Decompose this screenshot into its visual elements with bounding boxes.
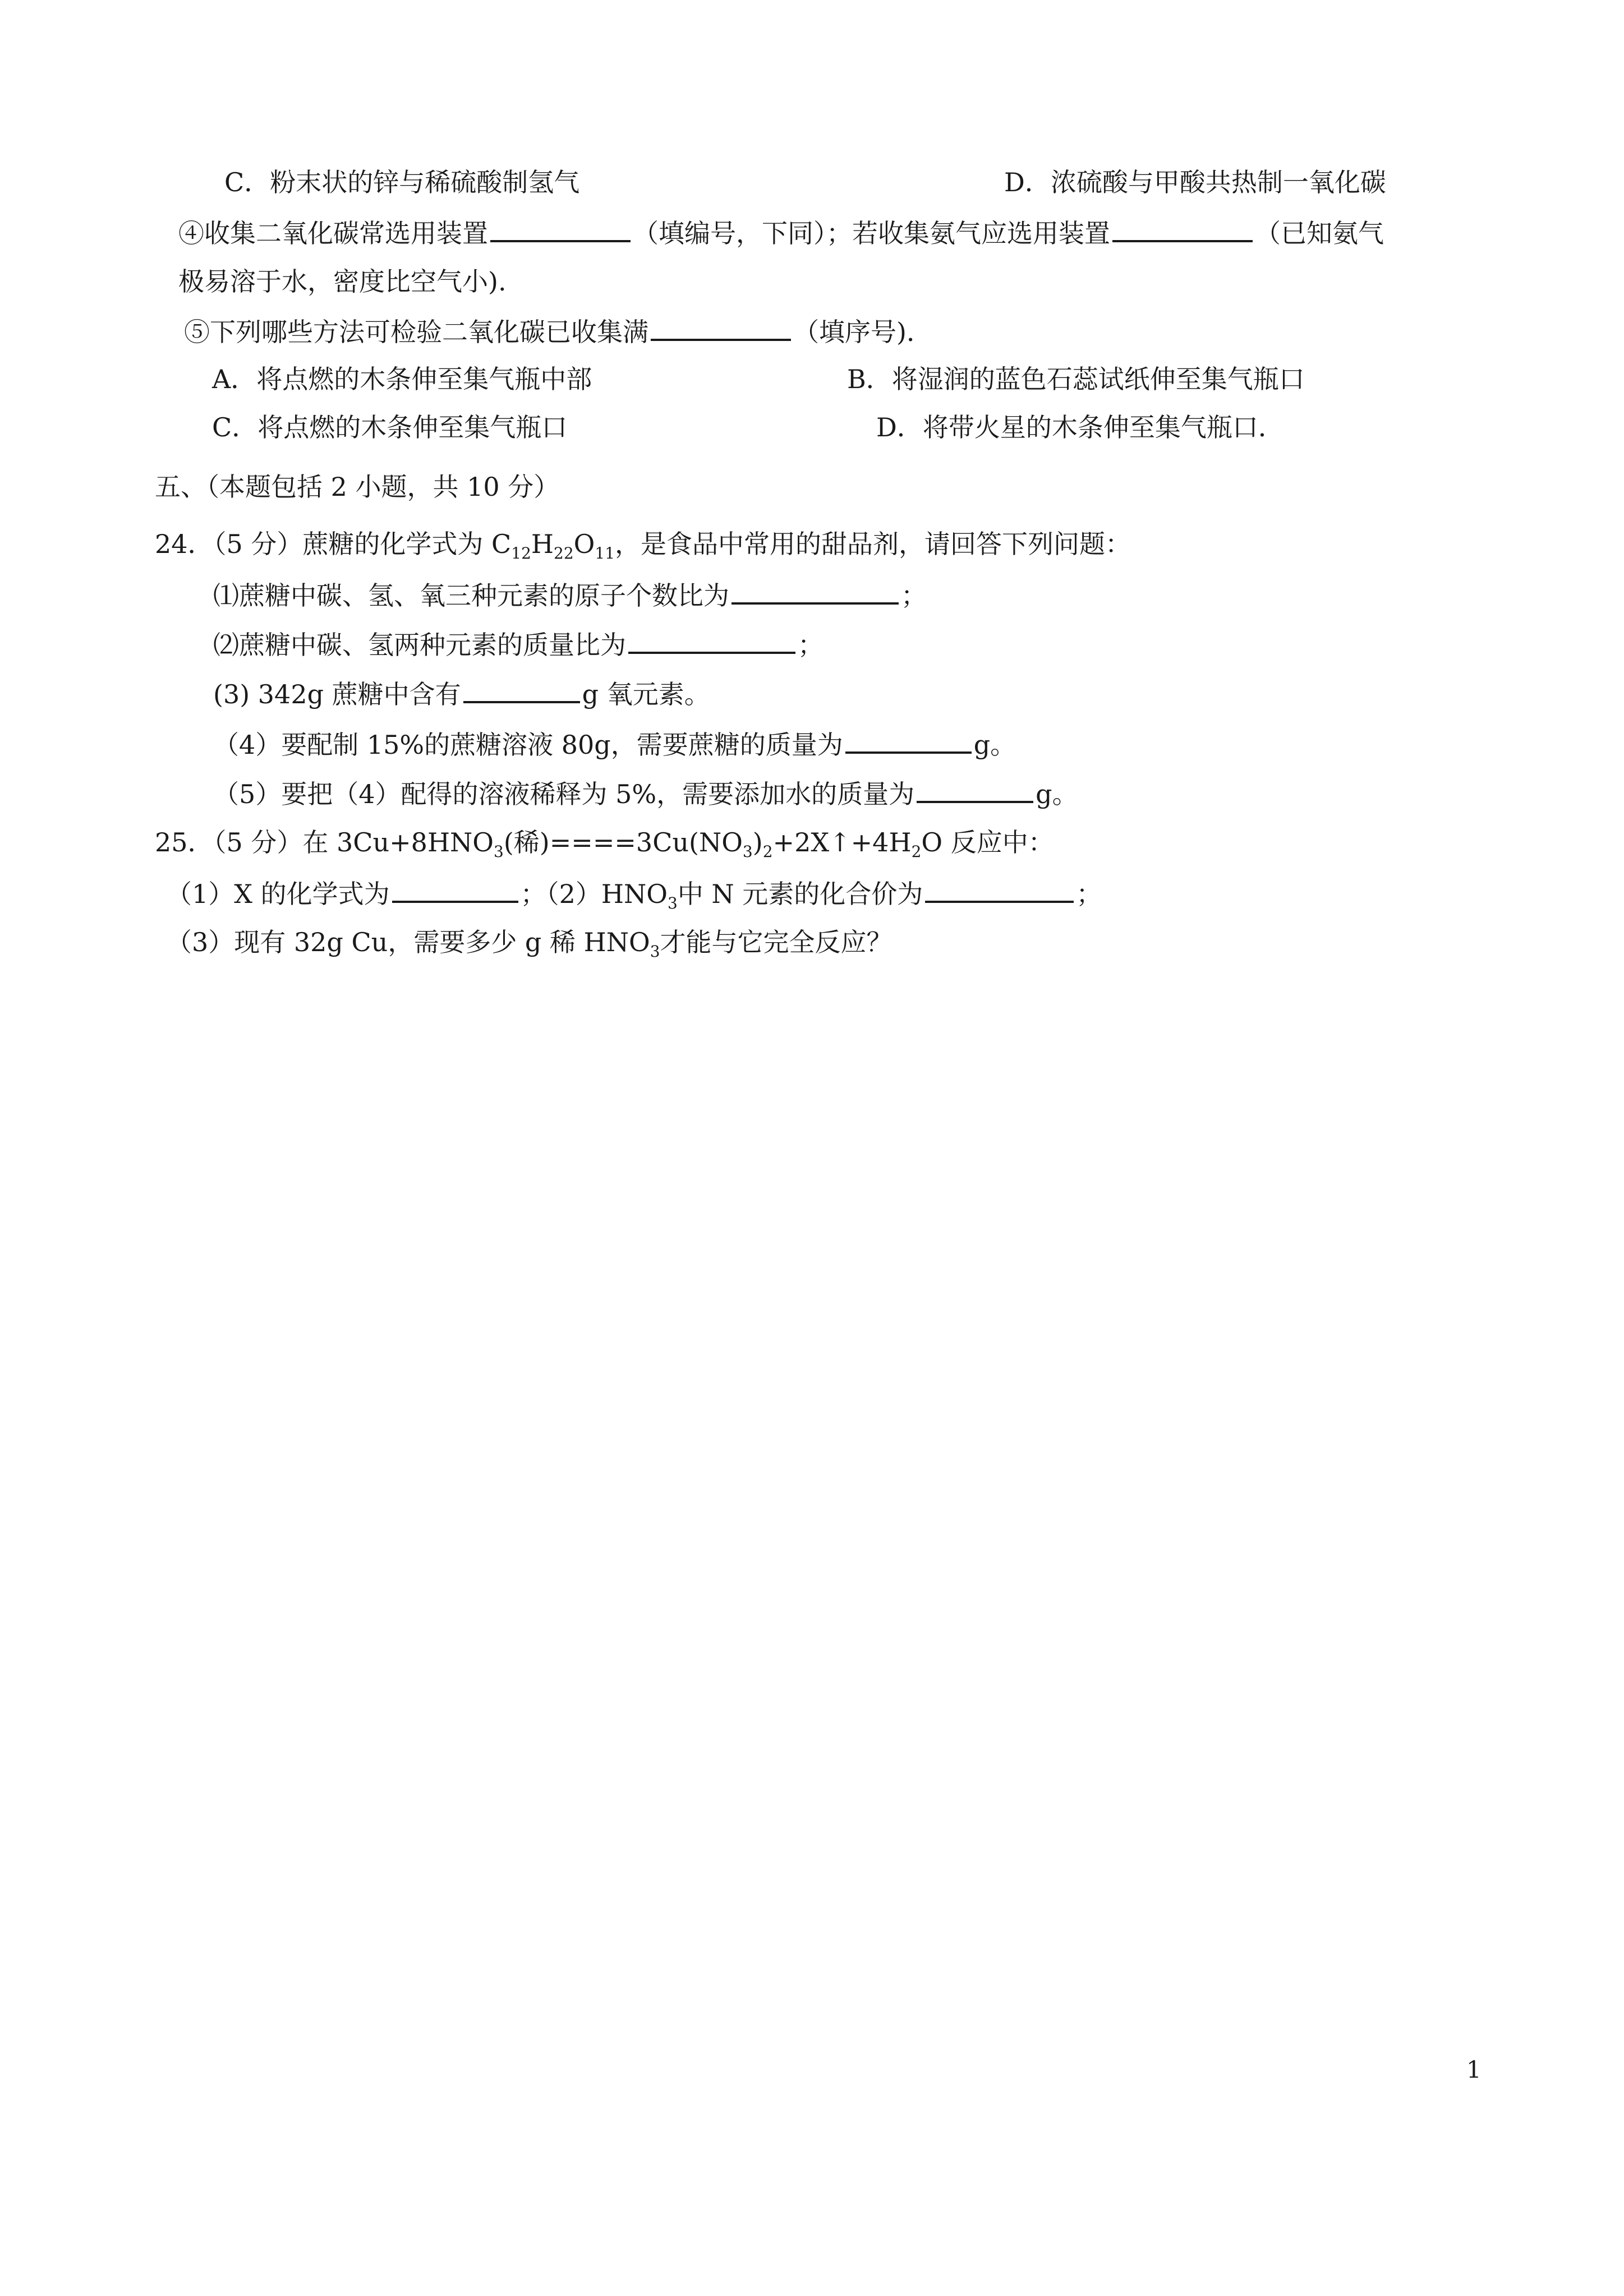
q23-part5-option-d: D．将带火星的木条伸至集气瓶口． <box>876 412 1284 442</box>
q24-part2 <box>213 627 823 662</box>
q24-part5-suffix: g。 <box>1036 779 1078 809</box>
q25-part3 <box>166 925 892 959</box>
q23-part5-blank <box>651 314 791 341</box>
q23-part4-blank-2 <box>1112 215 1253 242</box>
q23-part5-option-c: C．将点燃的木条伸至集气瓶口 <box>212 412 568 442</box>
q24-part4-suffix: g。 <box>973 730 1016 760</box>
q25-intro-b: (稀)====3Cu(NO <box>503 827 743 857</box>
q25-part1-2 <box>166 876 1102 911</box>
q23-part5-suffix: （填序号)． <box>793 317 932 347</box>
q23-part5-prefix: ⑤下列哪些方法可检验二氧化碳已收集满 <box>184 317 648 347</box>
q25-intro <box>155 826 1054 859</box>
q24-intro-prefix: 24．（5 分）蔗糖的化学式为 C <box>155 529 512 559</box>
q23-part5-line <box>184 314 932 349</box>
q23-part4-line1 <box>178 215 1384 250</box>
q25-intro-a: 25．（5 分）在 3Cu+8HNO <box>155 827 494 857</box>
q24-formula-sub-2: 22 <box>554 544 574 563</box>
q24-part2-suffix: ； <box>798 630 823 660</box>
q24-part3 <box>213 676 710 711</box>
q25-intro-d: +2X↑+4H <box>772 827 912 857</box>
q24-formula-o: O <box>573 529 595 559</box>
q25-part2-sub: 3 <box>667 894 678 912</box>
q24-part3-prefix: (3) 342g 蔗糖中含有 <box>213 679 461 709</box>
q25-part2-blank <box>925 876 1074 903</box>
q23-option-d: D．浓硫酸与甲酸共热制一氧化碳 <box>1004 167 1386 197</box>
page-number: 1 <box>1466 2056 1482 2083</box>
q25-part2-suffix: ； <box>1076 879 1102 909</box>
q24-part1 <box>213 578 927 612</box>
q24-part5-blank <box>917 776 1033 803</box>
section-5-title: 五、（本题包括 2 小题，共 10 分） <box>155 472 560 502</box>
q23-part4-prefix: ④收集二氧化碳常选用装置 <box>178 218 488 248</box>
q25-intro-sub-2: 3 <box>742 842 753 861</box>
q23-part4-suffix: （已知氨气 <box>1255 218 1384 248</box>
q24-part4-prefix: （4）要配制 15%的蔗糖溶液 80g，需要蔗糖的质量为 <box>213 730 843 760</box>
q24-intro <box>155 527 1131 561</box>
q25-part3-a: （3）现有 32g Cu，需要多少 g 稀 HNO <box>166 927 650 957</box>
q24-part2-prefix: ⑵蔗糖中碳、氢两种元素的质量比为 <box>213 630 626 660</box>
q24-formula-sub-3: 11 <box>595 544 615 563</box>
q25-part3-b: 才能与它完全反应？ <box>660 927 892 957</box>
q24-part3-suffix: g 氧元素。 <box>582 679 710 709</box>
q24-part3-blank <box>463 676 580 703</box>
q24-part1-suffix: ； <box>901 580 927 611</box>
q24-formula-h: H <box>531 529 554 559</box>
q23-part5-option-b: B．将湿润的蓝色石蕊试纸伸至集气瓶口 <box>847 364 1305 394</box>
q25-part3-sub: 3 <box>650 942 660 961</box>
q25-intro-sub-1: 3 <box>494 842 504 861</box>
q24-part1-blank <box>732 578 899 605</box>
q25-part1-blank <box>392 876 518 903</box>
q24-formula-sub-1: 12 <box>511 544 531 563</box>
q24-part5-prefix: （5）要把（4）配得的溶液稀释为 5%，需要添加水的质量为 <box>213 779 915 809</box>
q25-intro-c: ) <box>752 827 763 857</box>
q24-part2-blank <box>628 627 795 654</box>
q24-part5 <box>213 776 1078 811</box>
q25-part2-prefix-b: 中 N 元素的化合价为 <box>677 879 923 909</box>
q24-part1-prefix: ⑴蔗糖中碳、氢、氧三种元素的原子个数比为 <box>213 580 729 611</box>
q25-intro-sub-3: 2 <box>762 842 773 861</box>
q24-intro-suffix: ，是食品中常用的甜品剂，请回答下列问题： <box>615 529 1131 559</box>
q24-part4-blank <box>845 727 972 754</box>
q24-part4 <box>213 727 1016 762</box>
q25-part2-prefix-a: ；（2）HNO <box>520 879 668 909</box>
q25-part1-prefix: （1）X 的化学式为 <box>166 879 390 909</box>
q23-option-c: C．粉末状的锌与稀硫酸制氢气 <box>224 167 580 197</box>
q23-part5-option-a: A．将点燃的木条伸至集气瓶中部 <box>212 364 592 394</box>
q23-part4-middle: （填编号，下同）；若收集氨气应选用装置 <box>633 218 1110 248</box>
q25-intro-e: O 反应中： <box>921 827 1054 857</box>
q23-part4-blank-1 <box>490 215 631 242</box>
q23-part4-line2: 极易溶于水，密度比空气小). <box>178 266 507 297</box>
q25-intro-sub-4: 2 <box>911 842 922 861</box>
